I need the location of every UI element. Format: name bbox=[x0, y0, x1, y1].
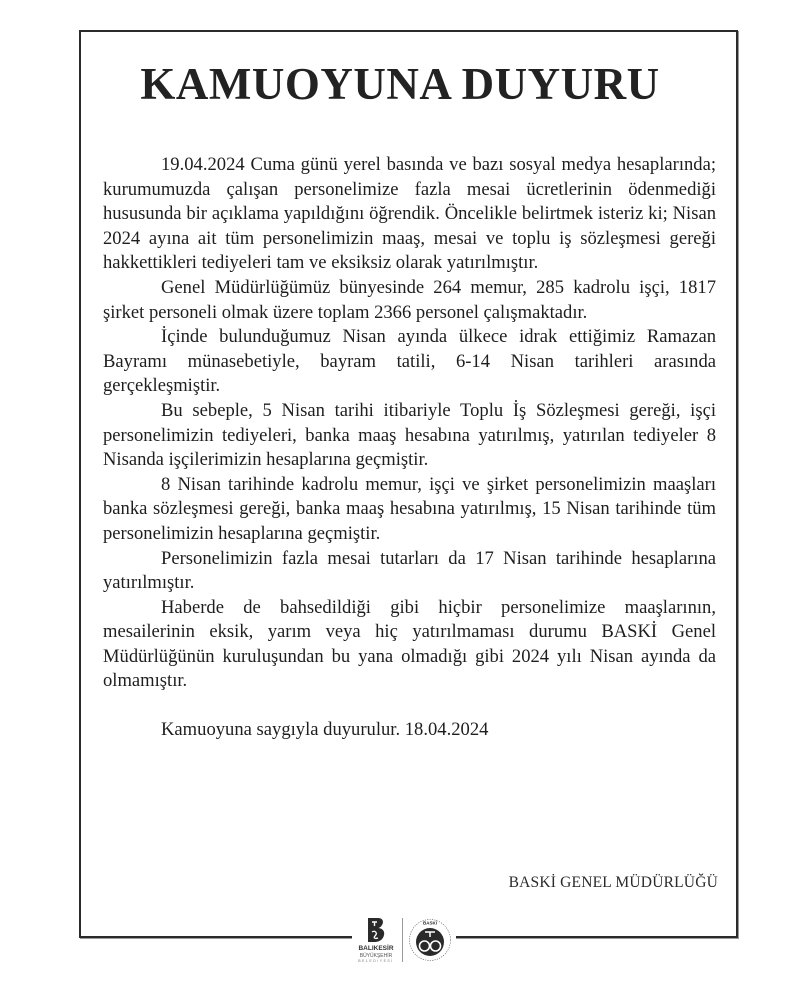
paragraph-salary-payment: 8 Nisan tarihinde kadrolu memur, işçi ve şirket personelimizin maaşları banka sözleşmesi gereği, banka maaş hesabına yatırılmış, 15 Nisan tarihinde tüm personelimizin hesaplarına geçmiştir. bbox=[103, 473, 716, 544]
baski-round-logo-icon bbox=[408, 918, 452, 962]
baski-logo-label: BASKİ bbox=[422, 920, 438, 926]
announcement-body bbox=[103, 153, 716, 743]
municipality-logo-line1: BALIKESİR bbox=[358, 944, 394, 952]
paragraph-bonus-payment: Bu sebeple, 5 Nisan tarihi itibariyle Toplu İş Sözleşmesi gereği, işçi personelimizin tediyeleri, banka maaş hesabına yatırılmış, yatırılan tediyeler 8 Nisanda işçilerimizin hesaplarına geçmiştir. bbox=[103, 399, 716, 471]
logo-divider bbox=[402, 918, 403, 962]
municipality-logo-line2: BÜYÜKŞEHİR bbox=[359, 952, 393, 959]
paragraph-closing: Kamuoyuna saygıyla duyurulur. 18.04.2024 bbox=[161, 719, 489, 741]
balikesir-b-logo-icon bbox=[365, 917, 387, 943]
paragraph-holiday: İçinde bulunduğumuz Nisan ayında ülkece idrak ettiğimiz Ramazan Bayramı münasebetiyle, bayram tatili, 6-14 Nisan tarihleri arasında gerçekleşmiştir. bbox=[103, 326, 716, 397]
paragraph-intro: 19.04.2024 Cuma günü yerel basında ve bazı sosyal medya hesaplarında; kurumumuzda çalışan personelimize fazla mesai ücretlerinin ödenmediği hususunda bir açıklama yapıldığını öğrendik. Öncelikle belirtmek isteriz ki; Nisan 2024 ayına ait tüm personelimizin maaş, mesai ve toplu iş sözleşmesi gereği hakkettikleri tediyeleri tam ve eksiksiz olarak yatırılmıştır. bbox=[103, 154, 716, 274]
paragraph-conclusion: Haberde de bahsedildiği gibi hiçbir personelimize maaşlarının, mesailerinin eksik, yarım veya hiç yatırılmaması durumu BASKİ Genel Müdürlüğünün kuruluşundan bu yana olmadığı gibi 2024 yılı Nisan ayında da olmamıştır. bbox=[103, 596, 716, 692]
paragraph-staff-count: Genel Müdürlüğümüz bünyesinde 264 memur, 285 kadrolu işçi, 1817 şirket personeli olmak üzere toplam 2366 personel çalışmaktadır. bbox=[103, 276, 716, 323]
municipality-logo-line3: BELEDİYESİ bbox=[358, 958, 394, 963]
signature: BASKİ GENEL MÜDÜRLÜĞÜ bbox=[508, 874, 718, 891]
municipality-logo bbox=[356, 917, 396, 964]
paragraph-overtime-payment: Personelimizin fazla mesai tutarları da 17 Nisan tarihinde hesaplarına yatırılmıştır. bbox=[103, 547, 716, 594]
page-title: KAMUOYUNA DUYURU bbox=[140, 59, 660, 109]
footer-logos bbox=[352, 906, 456, 974]
